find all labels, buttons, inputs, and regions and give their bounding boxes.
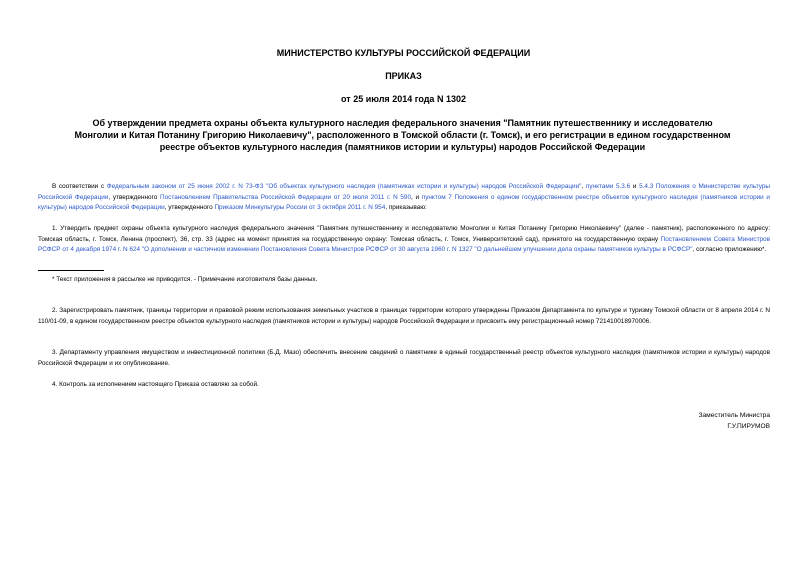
document-title: Об утверждении предмета охраны объекта культурного наследия федерального значения "Памятник путешественнику и исследователю Монголии и Китая Потанину Григорию Николаевичу", расположенного в Томской области (г. Томск), и его регистрации в едином государственном реестре объектов культурного наследия (памятников истории и культуры) народов Российской Федерации bbox=[74, 118, 731, 152]
item-4-paragraph: 4. Контроль за исполнением настоящего Приказа оставляю за собой. bbox=[52, 381, 259, 388]
government-decree-link[interactable]: Постановлением Правительства Российской Федерации от 20 июля 2011 г. N 590 bbox=[160, 193, 412, 201]
item-2-paragraph: 2. Зарегистрировать памятник, границы территории и правовой режим использования земельных участков в границах территории которого утверждены Приказом Департамента по культуре и туризму Томской области от 8 апреля 2014 г. N 110/01-09, в едином государственном реестре объектов культурного наследия (памятников истории и культуры) народов Российской Федерации и присвоить ему регистрационный номер 721410018970006. bbox=[38, 307, 770, 325]
signature-position: Заместитель Министра bbox=[698, 412, 770, 419]
footnote: * Текст приложения в рассылке не приводится. - Примечание изготовителя базы данных. bbox=[52, 276, 318, 283]
footnote-separator bbox=[38, 270, 104, 271]
council-decree-link[interactable]: Постановлением Совета Министров РСФСР от 4 декабря 1974 г. N 624 "О дополнении и частичном изменении Постановления Совета Министров РСФСР от 30 августа 1960 г. N 1327 "О дальнейшем улучшении дела охраны памятников культуры в РСФСР" bbox=[38, 235, 770, 254]
federal-law-link[interactable]: Федеральным законом от 25 июня 2002 г. N 73-ФЗ "Об объектах культурного наследия (памятниках истории и культуры) народов Российской Федерации" bbox=[106, 183, 582, 190]
preamble-text: и bbox=[630, 183, 640, 190]
item-1-text: 1. Утвердить предмет охраны объекта культурного наследия федерального значения "Памятник путешественнику и исследователю Монголии и Китая Потанину Григорию Николаевичу" (далее - памятник), расположенного по адресу: Томская область, г. Томск, Ленина (проспект), 36, стр. 33 (адрес на момент принятия на государственную охрану: Томская область, г. Томск, Университетский сад), принятого на государственную охрану bbox=[38, 225, 770, 243]
preamble-text: , bbox=[581, 183, 586, 190]
ministry-order-link[interactable]: Приказом Минкультуры России от 3 октября 2011 г. N 954 bbox=[214, 204, 386, 212]
signature-name: Г.У.ПИРУМОВ bbox=[727, 423, 770, 430]
preamble-text: , и bbox=[411, 193, 422, 201]
registry-regulation-link[interactable]: пунктом 7 Положения о едином государственном реестре объектов культурного наследия (памятников истории и культуры) народов Российской Федерации bbox=[38, 193, 771, 212]
clause-5-3-6-link[interactable]: пунктами 5.3.6 bbox=[585, 183, 631, 190]
preamble-text: , приказываю: bbox=[385, 204, 427, 212]
date-number-heading: от 25 июля 2014 года N 1302 bbox=[341, 94, 466, 104]
preamble-text: , утвержденного bbox=[164, 204, 215, 212]
ministry-regulation-link[interactable]: 5.4.3 Положения о Министерстве культуры Российской Федерации bbox=[38, 183, 771, 201]
item-1-text: , согласно приложению*. bbox=[692, 246, 767, 254]
ministry-heading: МИНИСТЕРСТВО КУЛЬТУРЫ РОССИЙСКОЙ ФЕДЕРАЦИИ bbox=[276, 48, 531, 58]
preamble-text: В соответствии с bbox=[52, 183, 107, 190]
doc-type-heading: ПРИКАЗ bbox=[385, 71, 422, 81]
preamble-paragraph bbox=[38, 182, 770, 214]
item-3-paragraph: 3. Департаменту управления имуществом и инвестиционной политики (Б.Д. Мазо) обеспечить внесение сведений о памятнике в единый государственный реестр объектов культурного наследия (памятников истории и культуры) народов Российской Федерации и их опубликование. bbox=[38, 349, 770, 367]
item-1-paragraph bbox=[38, 224, 770, 256]
preamble-text: , утвержденного bbox=[108, 193, 161, 201]
